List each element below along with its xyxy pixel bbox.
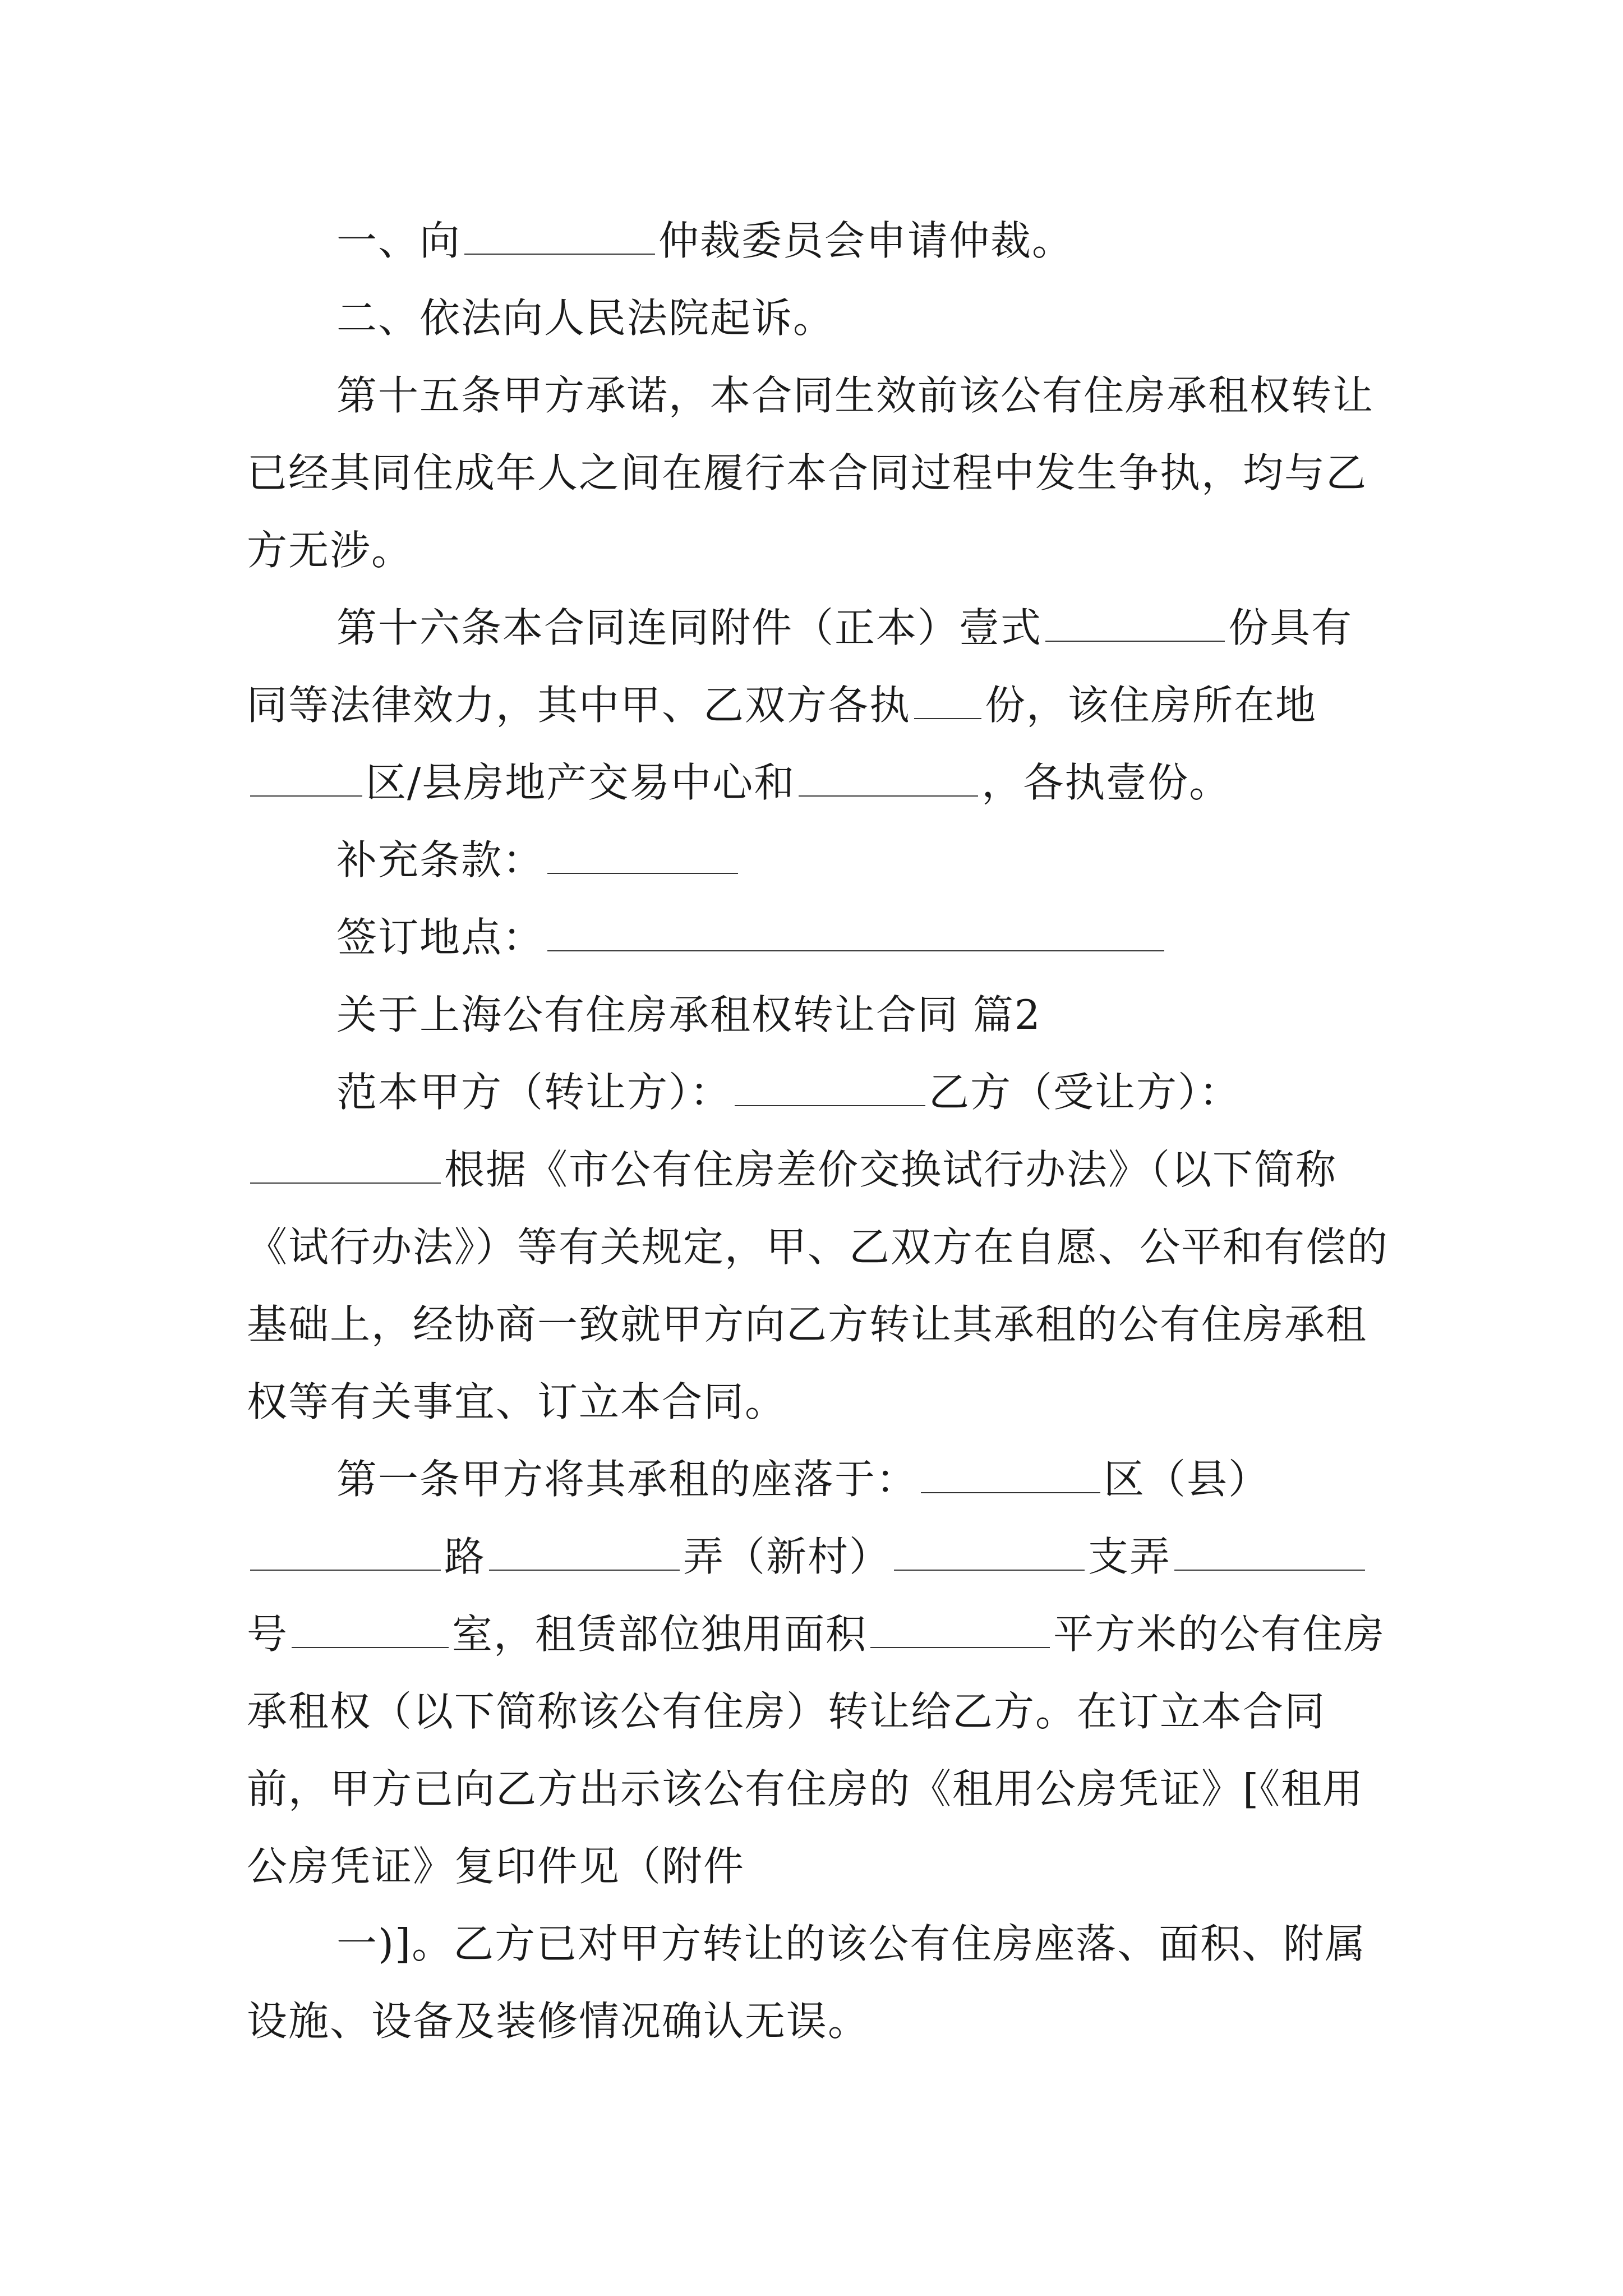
paragraph-lawsuit: 二、依法向人民法院起诉。: [336, 295, 835, 342]
text: 室，租赁部位独用面积: [452, 1611, 868, 1658]
blank-field: [250, 762, 362, 797]
text: 份，该住房所在地: [985, 682, 1317, 729]
text: 范本甲方（转让方）：: [336, 1069, 732, 1116]
paragraph-article-15: 第十五条甲方承诺，本合同生效前该公有住房承租权转让已经其同住成年人之间在履行本合同过程中发生争执，均与乙方无涉。: [247, 372, 1375, 574]
blank-field: [464, 220, 655, 255]
text: 根据《市公有住房差价交换试行办法》（以下简称《试行办法》）等有关规定，甲、乙双方在自愿、公平和有偿的基础上，经协商一致就甲方向乙方转让其承租的公有住房承租权等有关事宜、订立本合同。: [247, 1146, 1389, 1425]
blank-field: [914, 684, 981, 719]
text: 号: [247, 1611, 289, 1658]
text: 补充条款：: [336, 836, 545, 884]
text: 区/县房地产交易中心和: [366, 759, 796, 806]
text: 平方米的公有住房承租权（以下简称该公有住房）转让给乙方。在订立本合同前，甲方已向乙方出示该公有住房的《租用公房凭证》[《租用公房凭证》复印件见（附件: [247, 1611, 1386, 1890]
paragraph-confirmation: 一)]。乙方已对甲方转让的该公有住房座落、面积、附属设施、设备及装修情况确认无误。: [247, 1920, 1367, 2045]
blank-field: [250, 1149, 441, 1184]
section-heading: 关于上海公有住房承租权转让合同 篇2: [336, 991, 1041, 1038]
blank-field: [547, 839, 738, 874]
blank-field: [489, 1536, 680, 1571]
paragraph-arbitration: [247, 202, 1391, 279]
text: 第一条甲方将其承租的座落于：: [336, 1456, 918, 1503]
text: 区（县）: [1104, 1456, 1270, 1503]
paragraph-article-1: [247, 1441, 1391, 1905]
paragraph-supplementary: [247, 821, 1391, 899]
text: 乙方（受让方）：: [929, 1069, 1241, 1116]
blank-field: [250, 1536, 441, 1571]
paragraph-article-16: [247, 589, 1391, 821]
blank-field: [292, 1613, 449, 1648]
text: 支弄: [1088, 1533, 1172, 1580]
blank-field: [870, 1613, 1050, 1648]
blank-field: [921, 1458, 1100, 1493]
text: 路: [444, 1533, 486, 1580]
text: 份具有同等法律效力，其中甲、乙双方各执: [247, 604, 1353, 729]
text: 第十六条本合同连同附件（正本）壹式: [336, 604, 1043, 651]
text: ，各执壹份。: [981, 759, 1231, 806]
document-body: [247, 202, 1391, 2060]
blank-field: [799, 762, 978, 797]
paragraph-signing-place: [247, 899, 1391, 976]
blank-field: [1045, 607, 1225, 642]
blank-field: [547, 917, 1164, 951]
blank-field: [735, 1071, 925, 1106]
text: 仲裁委员会申请仲裁。: [658, 217, 1074, 264]
text: 一、向: [336, 217, 462, 264]
blank-field: [1174, 1536, 1365, 1571]
text: 签订地点：: [336, 914, 545, 961]
text: 弄（新村）: [683, 1533, 891, 1580]
blank-field: [894, 1536, 1085, 1571]
paragraph-parties: [247, 1053, 1391, 1441]
